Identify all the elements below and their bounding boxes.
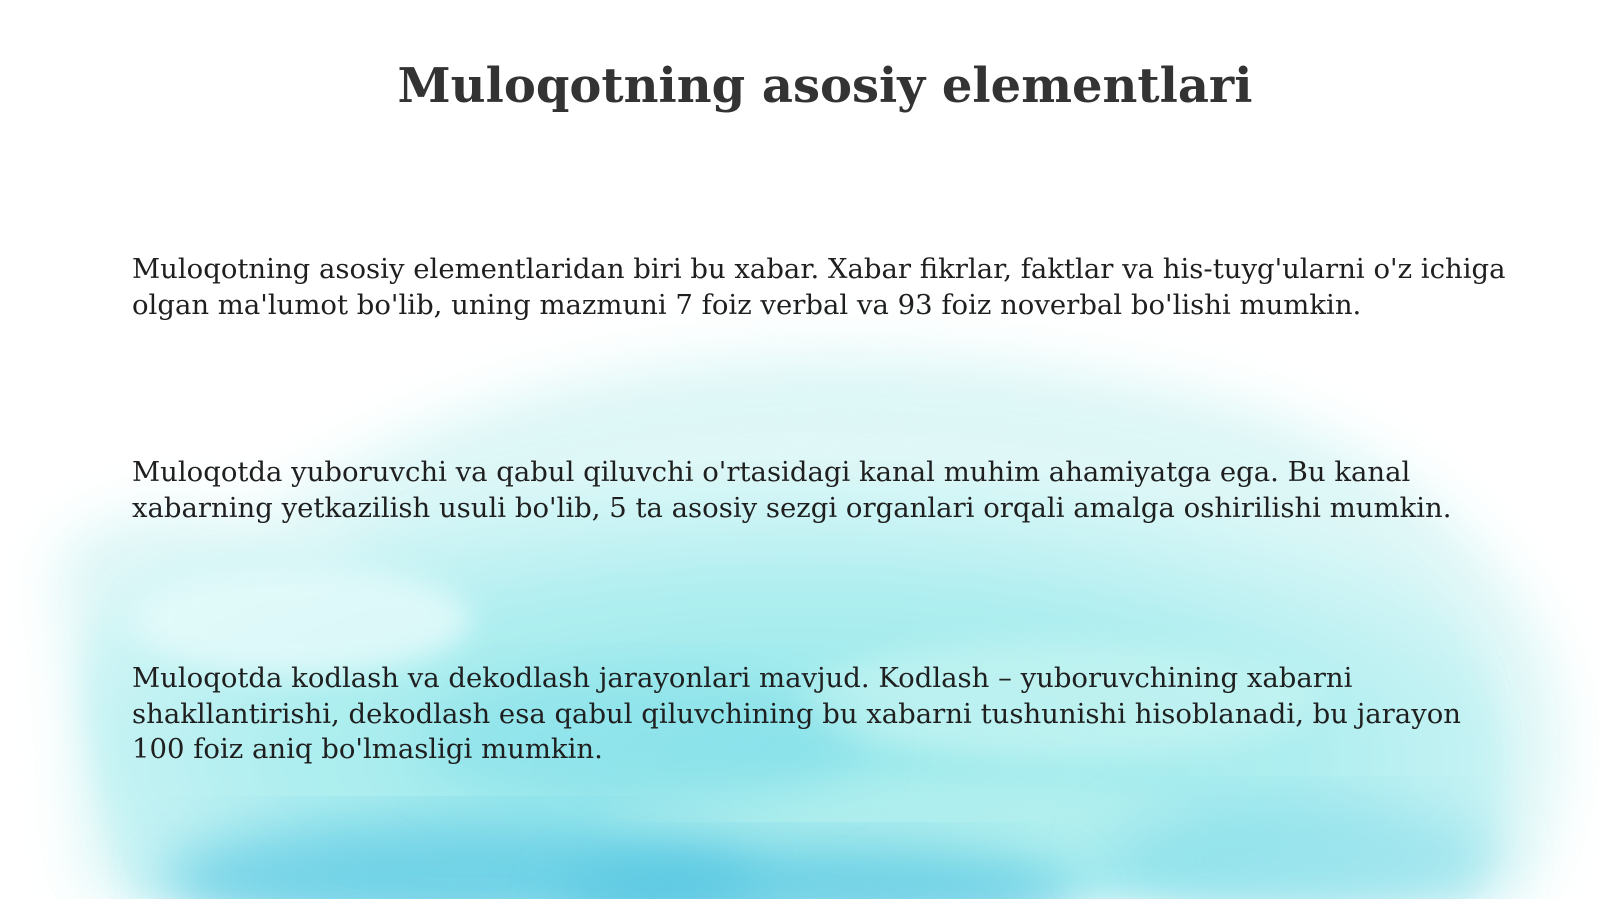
slide-title: Muloqotning asosiy elementlari (397, 58, 1253, 114)
paragraph-channel: Muloqotda yuboruvchi va qabul qiluvchi o'rtasidagi kanal muhim ahamiyatga ega. Bu kanal xabarning yetkazilish usuli bo'lib, 5 ta asosiy sezgi organlari orqali amalga oshirilishi mumkin. (132, 456, 1452, 524)
paragraph-message: Muloqotning asosiy elementlaridan biri bu xabar. Xabar fikrlar, faktlar va his-tuyg'ularni o'z ichiga olgan ma'lumot bo'lib, uning mazmuni 7 foiz verbal va 93 foiz noverbal bo'lishi mumkin. (132, 253, 1506, 321)
paragraph-encoding: Muloqotda kodlash va dekodlash jarayonlari mavjud. Kodlash – yuboruvchining xabarni shakllantirishi, dekodlash esa qabul qiluvchining bu xabarni tushunishi hisoblanadi, bu jarayon 100 foiz aniq bo'lmasligi mumkin. (132, 662, 1462, 765)
